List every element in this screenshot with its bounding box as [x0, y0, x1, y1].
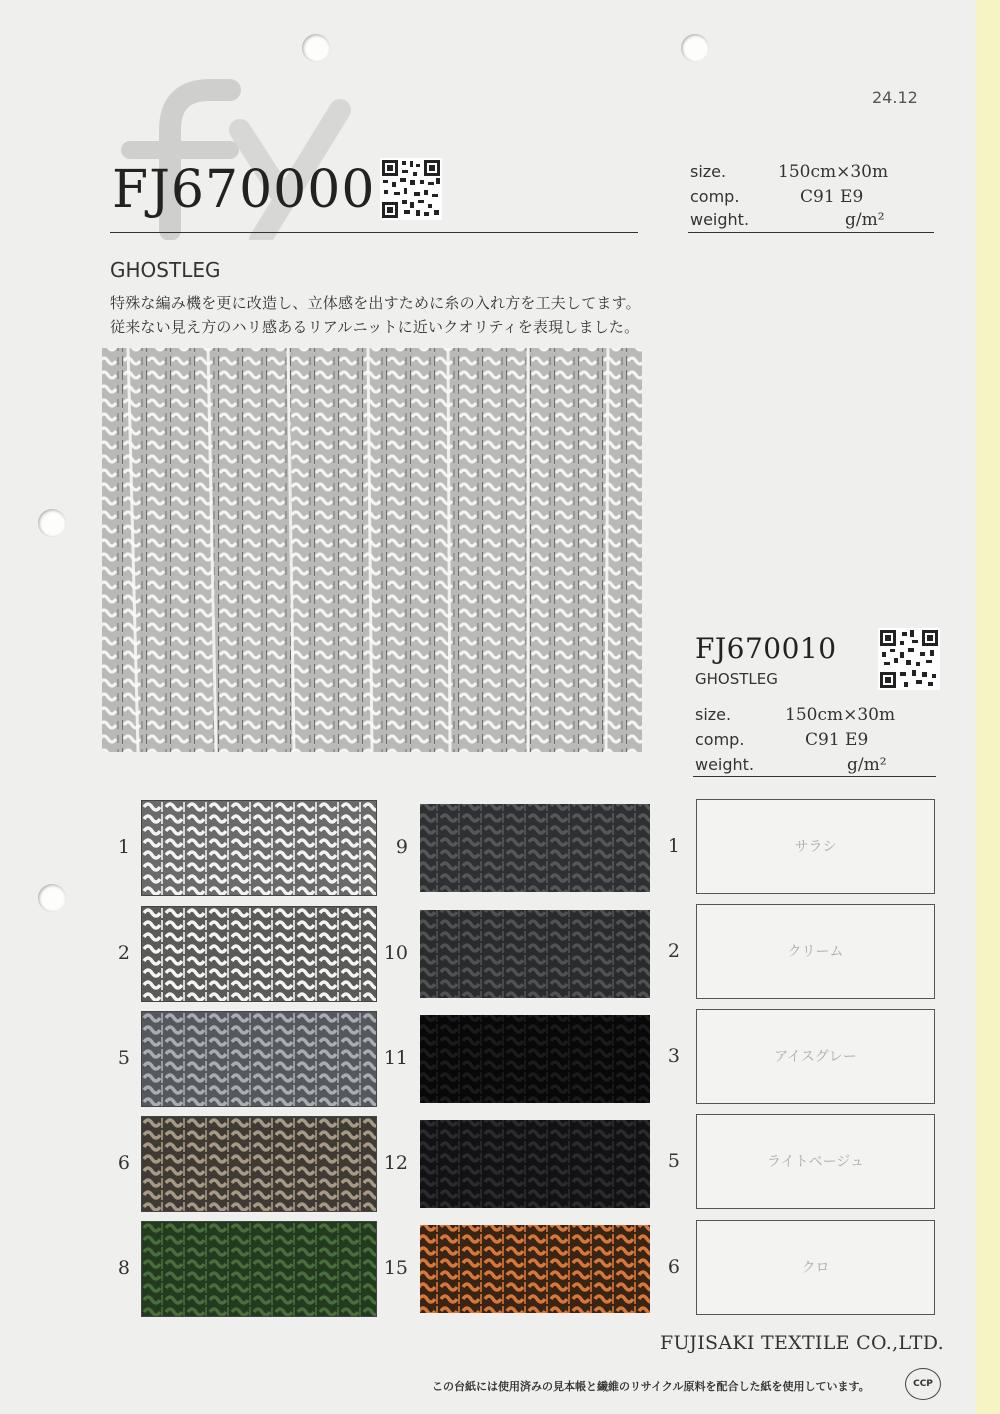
main-product-name: GHOSTLEG — [110, 258, 221, 282]
right-swatch-number: 15 — [383, 1257, 408, 1279]
sub-color-label: クリーム — [787, 944, 844, 960]
left-fabric-swatch — [141, 800, 377, 896]
main-product-code: FJ670000 — [112, 160, 376, 220]
left-fabric-swatch — [141, 1011, 377, 1107]
right-swatch-number: 9 — [395, 836, 408, 858]
description-line-1: 特殊な編み機を更に改造し、立体感を出すために糸の入れ方を工夫してます。 — [110, 294, 641, 312]
spec-label: weight. — [695, 755, 755, 774]
yellow-edge-strip — [976, 0, 1000, 1414]
sub-color-slot — [696, 1009, 935, 1104]
sub-color-slot — [696, 1220, 935, 1315]
qr-code-sub[interactable] — [878, 628, 940, 690]
spec-value: C91 E9 — [805, 730, 869, 750]
header-rule — [110, 232, 638, 233]
right-swatch-number: 11 — [383, 1047, 408, 1069]
sub-color-number: 3 — [667, 1045, 680, 1067]
left-fabric-swatch — [141, 906, 377, 1002]
right-fabric-swatch — [417, 1011, 653, 1107]
sub-color-number: 1 — [667, 835, 680, 857]
description-line-2: 従来ない見え方のハリ感あるリアルニットに近いクオリティを表現しました。 — [110, 318, 640, 336]
spec-value: g/m² — [847, 755, 887, 775]
spec-value: C91 E9 — [800, 187, 864, 207]
right-swatch-number: 10 — [383, 942, 408, 964]
spec-value: 150cm×30m — [778, 162, 889, 182]
sub-product-code: FJ670010 — [695, 632, 837, 665]
spec-label: size. — [690, 162, 727, 181]
left-swatch-number: 2 — [117, 942, 130, 964]
sub-color-label: ライトベージュ — [766, 1154, 865, 1170]
spec-label: comp. — [690, 187, 740, 206]
binder-hole — [38, 509, 66, 537]
issue-date: 24.12 — [872, 88, 918, 107]
sub-color-slot — [696, 904, 935, 999]
left-fabric-swatch — [141, 1116, 377, 1212]
right-fabric-swatch — [417, 800, 653, 896]
right-fabric-swatch — [417, 906, 653, 1002]
sub-product-name: GHOSTLEG — [695, 670, 778, 688]
sub-color-number: 6 — [667, 1256, 680, 1278]
right-fabric-swatch — [417, 1221, 653, 1317]
binder-hole — [681, 34, 709, 62]
ccp-mark: CCP — [905, 1368, 941, 1400]
left-swatch-number: 5 — [117, 1047, 130, 1069]
spec-label: size. — [695, 705, 732, 724]
spec-rule — [688, 232, 934, 233]
spec-label: weight. — [690, 210, 750, 229]
sub-color-label: クロ — [801, 1260, 830, 1276]
spec-label: comp. — [695, 730, 745, 749]
sub-color-label: アイスグレー — [774, 1049, 857, 1065]
left-fabric-swatch — [141, 1221, 377, 1317]
sub-color-label: サラシ — [794, 839, 837, 855]
sub-color-number: 2 — [667, 940, 680, 962]
spec-value: g/m² — [845, 210, 885, 230]
spec-value: 150cm×30m — [785, 705, 896, 725]
recycled-paper-note: この台紙には使用済みの見本帳と繊維のリサイクル原料を配合した紙を使用しています。 — [432, 1380, 870, 1393]
sub-color-slot — [696, 1114, 935, 1209]
binder-hole — [38, 884, 66, 912]
left-swatch-number: 1 — [117, 836, 130, 858]
left-swatch-number: 8 — [117, 1257, 130, 1279]
fabric-swatch-large — [98, 340, 648, 760]
binder-hole — [302, 34, 330, 62]
sub-color-number: 5 — [667, 1150, 680, 1172]
sub-color-slot — [696, 799, 935, 894]
sub-spec-rule — [693, 776, 936, 777]
right-swatch-number: 12 — [383, 1152, 408, 1174]
company-name: FUJISAKI TEXTILE CO.,LTD. — [660, 1332, 944, 1354]
qr-code[interactable] — [380, 158, 442, 220]
left-swatch-number: 6 — [117, 1152, 130, 1174]
right-fabric-swatch — [417, 1116, 653, 1212]
